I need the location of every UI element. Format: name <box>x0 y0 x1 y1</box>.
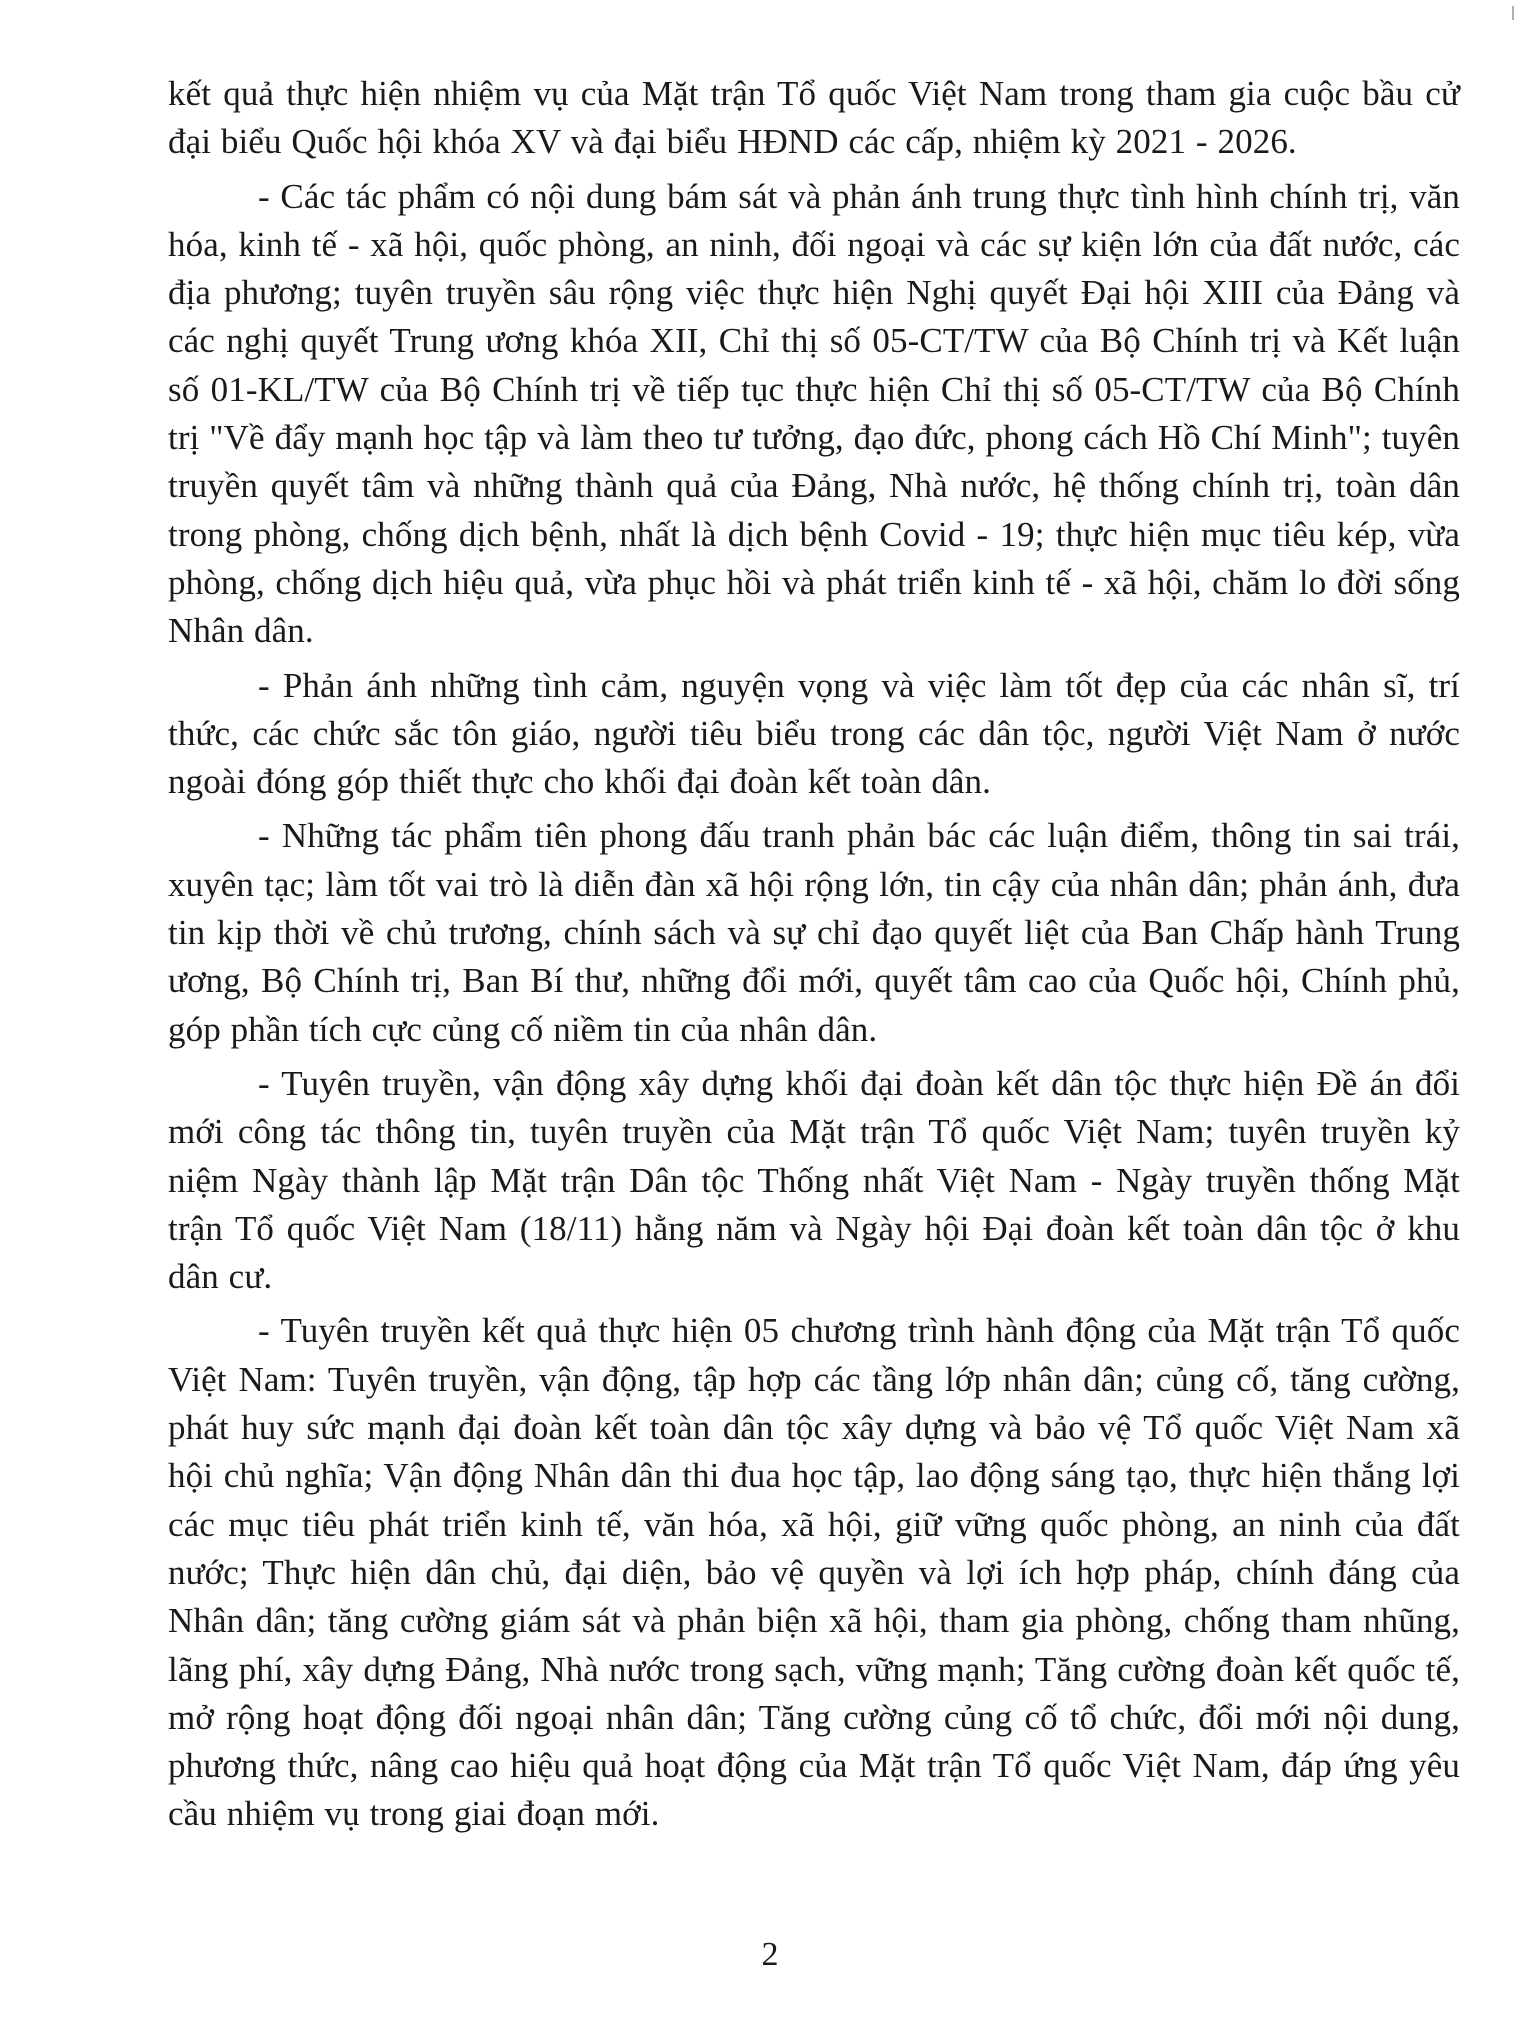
page-number: 2 <box>761 1936 779 1973</box>
paragraph-item: - Phản ánh những tình cảm, nguyện vọng và việc làm tốt đẹp của các nhân sĩ, trí thức, các chức sắc tôn giáo, người tiêu biểu trong các dân tộc, người Việt Nam ở nước ngoài đóng góp thiết thực cho khối đại đoàn kết toàn dân. <box>168 665 1460 802</box>
paragraph-continuation: kết quả thực hiện nhiệm vụ của Mặt trận Tổ quốc Việt Nam trong tham gia cuộc bầu cử đại biểu Quốc hội khóa XV và đại biểu HĐND các cấp, nhiệm kỳ 2021 - 2026. <box>168 74 1460 162</box>
document-body <box>168 70 1460 1845</box>
scan-mark <box>1512 6 1514 20</box>
paragraph-item: - Tuyên truyền, vận động xây dựng khối đại đoàn kết dân tộc thực hiện Đề án đổi mới công tác thông tin, tuyên truyền của Mặt trận Tổ quốc Việt Nam; tuyên truyền kỷ niệm Ngày thành lập Mặt trận Dân tộc Thống nhất Việt Nam - Ngày truyền thống Mặt trận Tổ quốc Việt Nam (18/11) hằng năm và Ngày hội Đại đoàn kết toàn dân tộc ở khu dân cư. <box>168 1063 1460 1297</box>
paragraph-item: - Những tác phẩm tiên phong đấu tranh phản bác các luận điểm, thông tin sai trái, xuyên tạc; làm tốt vai trò là diễn đàn xã hội rộng lớn, tin cậy của nhân dân; phản ánh, đưa tin kịp thời về chủ trương, chính sách và sự chỉ đạo quyết liệt của Ban Chấp hành Trung ương, Bộ Chính trị, Ban Bí thư, những đổi mới, quyết tâm cao của Quốc hội, Chính phủ, góp phần tích cực củng cố niềm tin của nhân dân. <box>168 816 1460 1049</box>
paragraph-item: - Các tác phẩm có nội dung bám sát và phản ánh trung thực tình hình chính trị, văn hóa, kinh tế - xã hội, quốc phòng, an ninh, đối ngoại và các sự kiện lớn của đất nước, các địa phương; tuyên truyền sâu rộng việc thực hiện Nghị quyết Đại hội XIII của Đảng và các nghị quyết Trung ương khóa XII, Chỉ thị số 05-CT/TW của Bộ Chính trị và Kết luận số 01-KL/TW của Bộ Chính trị về tiếp tục thực hiện Chỉ thị số 05-CT/TW của Bộ Chính trị "Về đẩy mạnh học tập và làm theo tư tưởng, đạo đức, phong cách Hồ Chí Minh"; tuyên truyền quyết tâm và những thành quả của Đảng, Nhà nước, hệ thống chính trị, toàn dân trong phòng, chống dịch bệnh, nhất là dịch bệnh Covid - 19; thực hiện mục tiêu kép, vừa phòng, chống dịch hiệu quả, vừa phục hồi và phát triển kinh tế - xã hội, chăm lo đời sống Nhân dân. <box>168 176 1460 651</box>
paragraph-item: - Tuyên truyền kết quả thực hiện 05 chương trình hành động của Mặt trận Tổ quốc Việt Nam: Tuyên truyền, vận động, tập hợp các tầng lớp nhân dân; củng cố, tăng cường, phát huy sức mạnh đại đoàn kết toàn dân tộc xây dựng và bảo vệ Tổ quốc Việt Nam xã hội chủ nghĩa; Vận động Nhân dân thi đua học tập, lao động sáng tạo, thực hiện thắng lợi các mục tiêu phát triển kinh tế, văn hóa, xã hội, giữ vững quốc phòng, an ninh của đất nước; Thực hiện dân chủ, đại diện, bảo vệ quyền và lợi ích hợp pháp, chính đáng của Nhân dân; tăng cường giám sát và phản biện xã hội, tham gia phòng, chống tham nhũng, lãng phí, xây dựng Đảng, Nhà nước trong sạch, vững mạnh; Tăng cường đoàn kết quốc tế, mở rộng hoạt động đối ngoại nhân dân; Tăng cường củng cố tổ chức, đổi mới nội dung, phương thức, nâng cao hiệu quả hoạt động của Mặt trận Tổ quốc Việt Nam, đáp ứng yêu cầu nhiệm vụ trong giai đoạn mới. <box>168 1311 1460 1834</box>
